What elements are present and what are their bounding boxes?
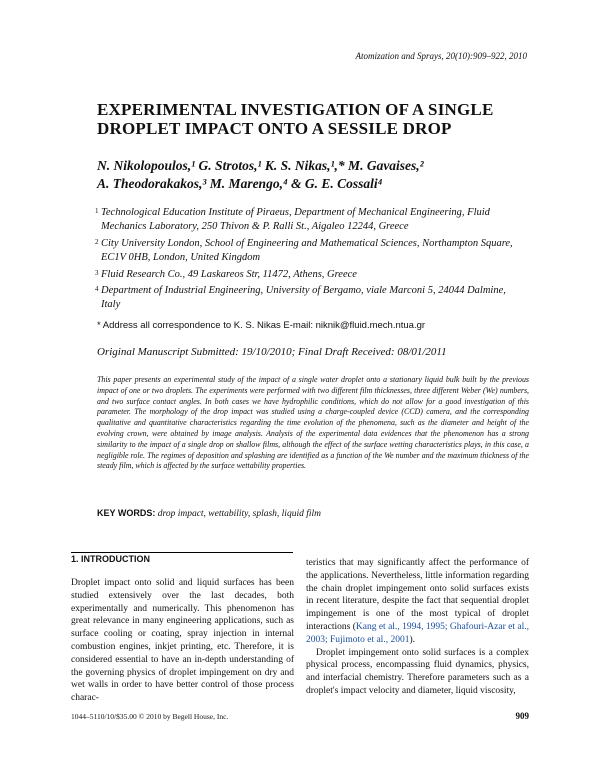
paper-title: EXPERIMENTAL INVESTIGATION OF A SINGLE DROPLET IMPACT ONTO A SESSILE DROP (97, 100, 494, 138)
section-heading: 1. INTRODUCTION (71, 554, 151, 564)
left-column (71, 577, 294, 705)
affiliation-text: City University London, School of Engineering and Mathematical Sciences, Northampton Square, EC1V 0HB, London, United Kingdom (101, 237, 513, 264)
affiliation-text: Department of Industrial Engineering, University of Bergamo, viale Marconi 5, 24044 Dalmine, Italy (101, 285, 506, 311)
keywords (97, 508, 321, 519)
copyright-footer: 1044–5110/10/$35.00 © 2010 by Begell House, Inc. (71, 712, 229, 721)
affiliation-number: 2 (95, 237, 99, 246)
page-number: 909 (515, 711, 529, 721)
abstract: This paper presents an experimental study of the impact of a single water droplet onto a stationary liquid bulk built by the previous impact of one or two droplets. The experiments were performed with two different film thicknesses, three different Weber (We) numbers, and two surface contact angles. In both cases we have hydrophilic conditions, which do not allow for a good investigation of this parameter. The morphology of the drop impact was studied using a charge-coupled device (CCD) camera, and the corresponding qualitative and quantitative characteristics regarding the time evolution of the phenomena, such as the diameter and height of the evolving crown, were obtained by image analysis. Analysis of the experimental data evidences that the phenomenon has a strong similarity to the impact of a single drop on shallow films, although the effect of the surface wetting characteristics plays, in this case, a negligible role. The regimes of deposition and splashing are identified as a function of the We number and the maximum thickness of the steady film, which is affected by the surface wettability properties. (97, 375, 529, 471)
right-column (306, 557, 529, 698)
section-rule (71, 552, 293, 553)
intro-paragraph-1-continued (306, 557, 529, 647)
affiliation-4 (97, 284, 527, 313)
journal-reference: Atomization and Sprays, 20(10):909–922, 2010 (355, 51, 527, 61)
authors-line-2: A. Theodorakakos,³ M. Marengo,⁴ & G. E. Cossali⁴ (97, 176, 383, 191)
keywords-label: KEY WORDS: (97, 508, 156, 518)
intro-paragraph-2: Droplet impingement onto solid surfaces is a complex physical process, encompassing fluid dynamics, physics, and interfacial chemistry. Therefore parameters such as a droplet's impact velocity and diameter, liquid viscosity, (306, 647, 529, 696)
correspondence-note: * Address all correspondence to K. S. Nikas E-mail: niknik@fluid.mech.ntua.gr (97, 320, 426, 331)
affiliation-number: 1 (95, 207, 99, 215)
citation-link[interactable]: Kang et al., 1994, 1995; Ghafouri-Azar et al., 2003; Fujimoto et al., 2001 (306, 621, 529, 645)
affiliation-text: Technological Education Institute of Piraeus, Department of Mechanical Engineering, Fluid Mechanics Laboratory, 250 Thivon & P. Ralli St., Aigaleo 12244, Greece (101, 207, 490, 233)
affiliations (97, 206, 527, 315)
affiliation-1 (97, 206, 527, 235)
paragraph-text: ). (409, 634, 415, 645)
affiliation-text: Fluid Research Co., 49 Laskareos Str, 11472, Athens, Greece (101, 268, 357, 280)
authors-line-1: N. Nikolopoulos,¹ G. Strotos,¹ K. S. Nikas,¹,* M. Gavaises,² (97, 158, 424, 173)
intro-paragraph-1: Droplet impact onto solid and liquid surfaces has been studied extensively over the last decades, both experimentally and numerically. This phenomenon has great relevance in many engineering applications, such as surface cooling or coating, spray injection in internal combustion engines, inkjet printing, etc. Therefore, it is considered essential to have an in-depth understanding of the governing physics of droplet impingement on dry and wet walls in order to have better control of those process charac- (71, 578, 294, 704)
author-list (97, 157, 537, 193)
paragraph-text: teristics that may significantly affect the performance of the applications. Nevertheless, little information regarding the chain droplet impingement onto solid surfaces exists in recent literature, despite the fact that sequential droplet impingement is one of the most typical of droplet interactions ( (306, 558, 529, 632)
affiliation-2 (97, 237, 527, 266)
keywords-text: drop impact, wettability, splash, liquid film (157, 509, 321, 519)
affiliation-3 (97, 268, 527, 282)
affiliation-number: 3 (95, 268, 99, 277)
affiliation-number: 4 (95, 285, 99, 294)
manuscript-dates: Original Manuscript Submitted: 19/10/2010; Final Draft Received: 08/01/2011 (97, 346, 447, 358)
